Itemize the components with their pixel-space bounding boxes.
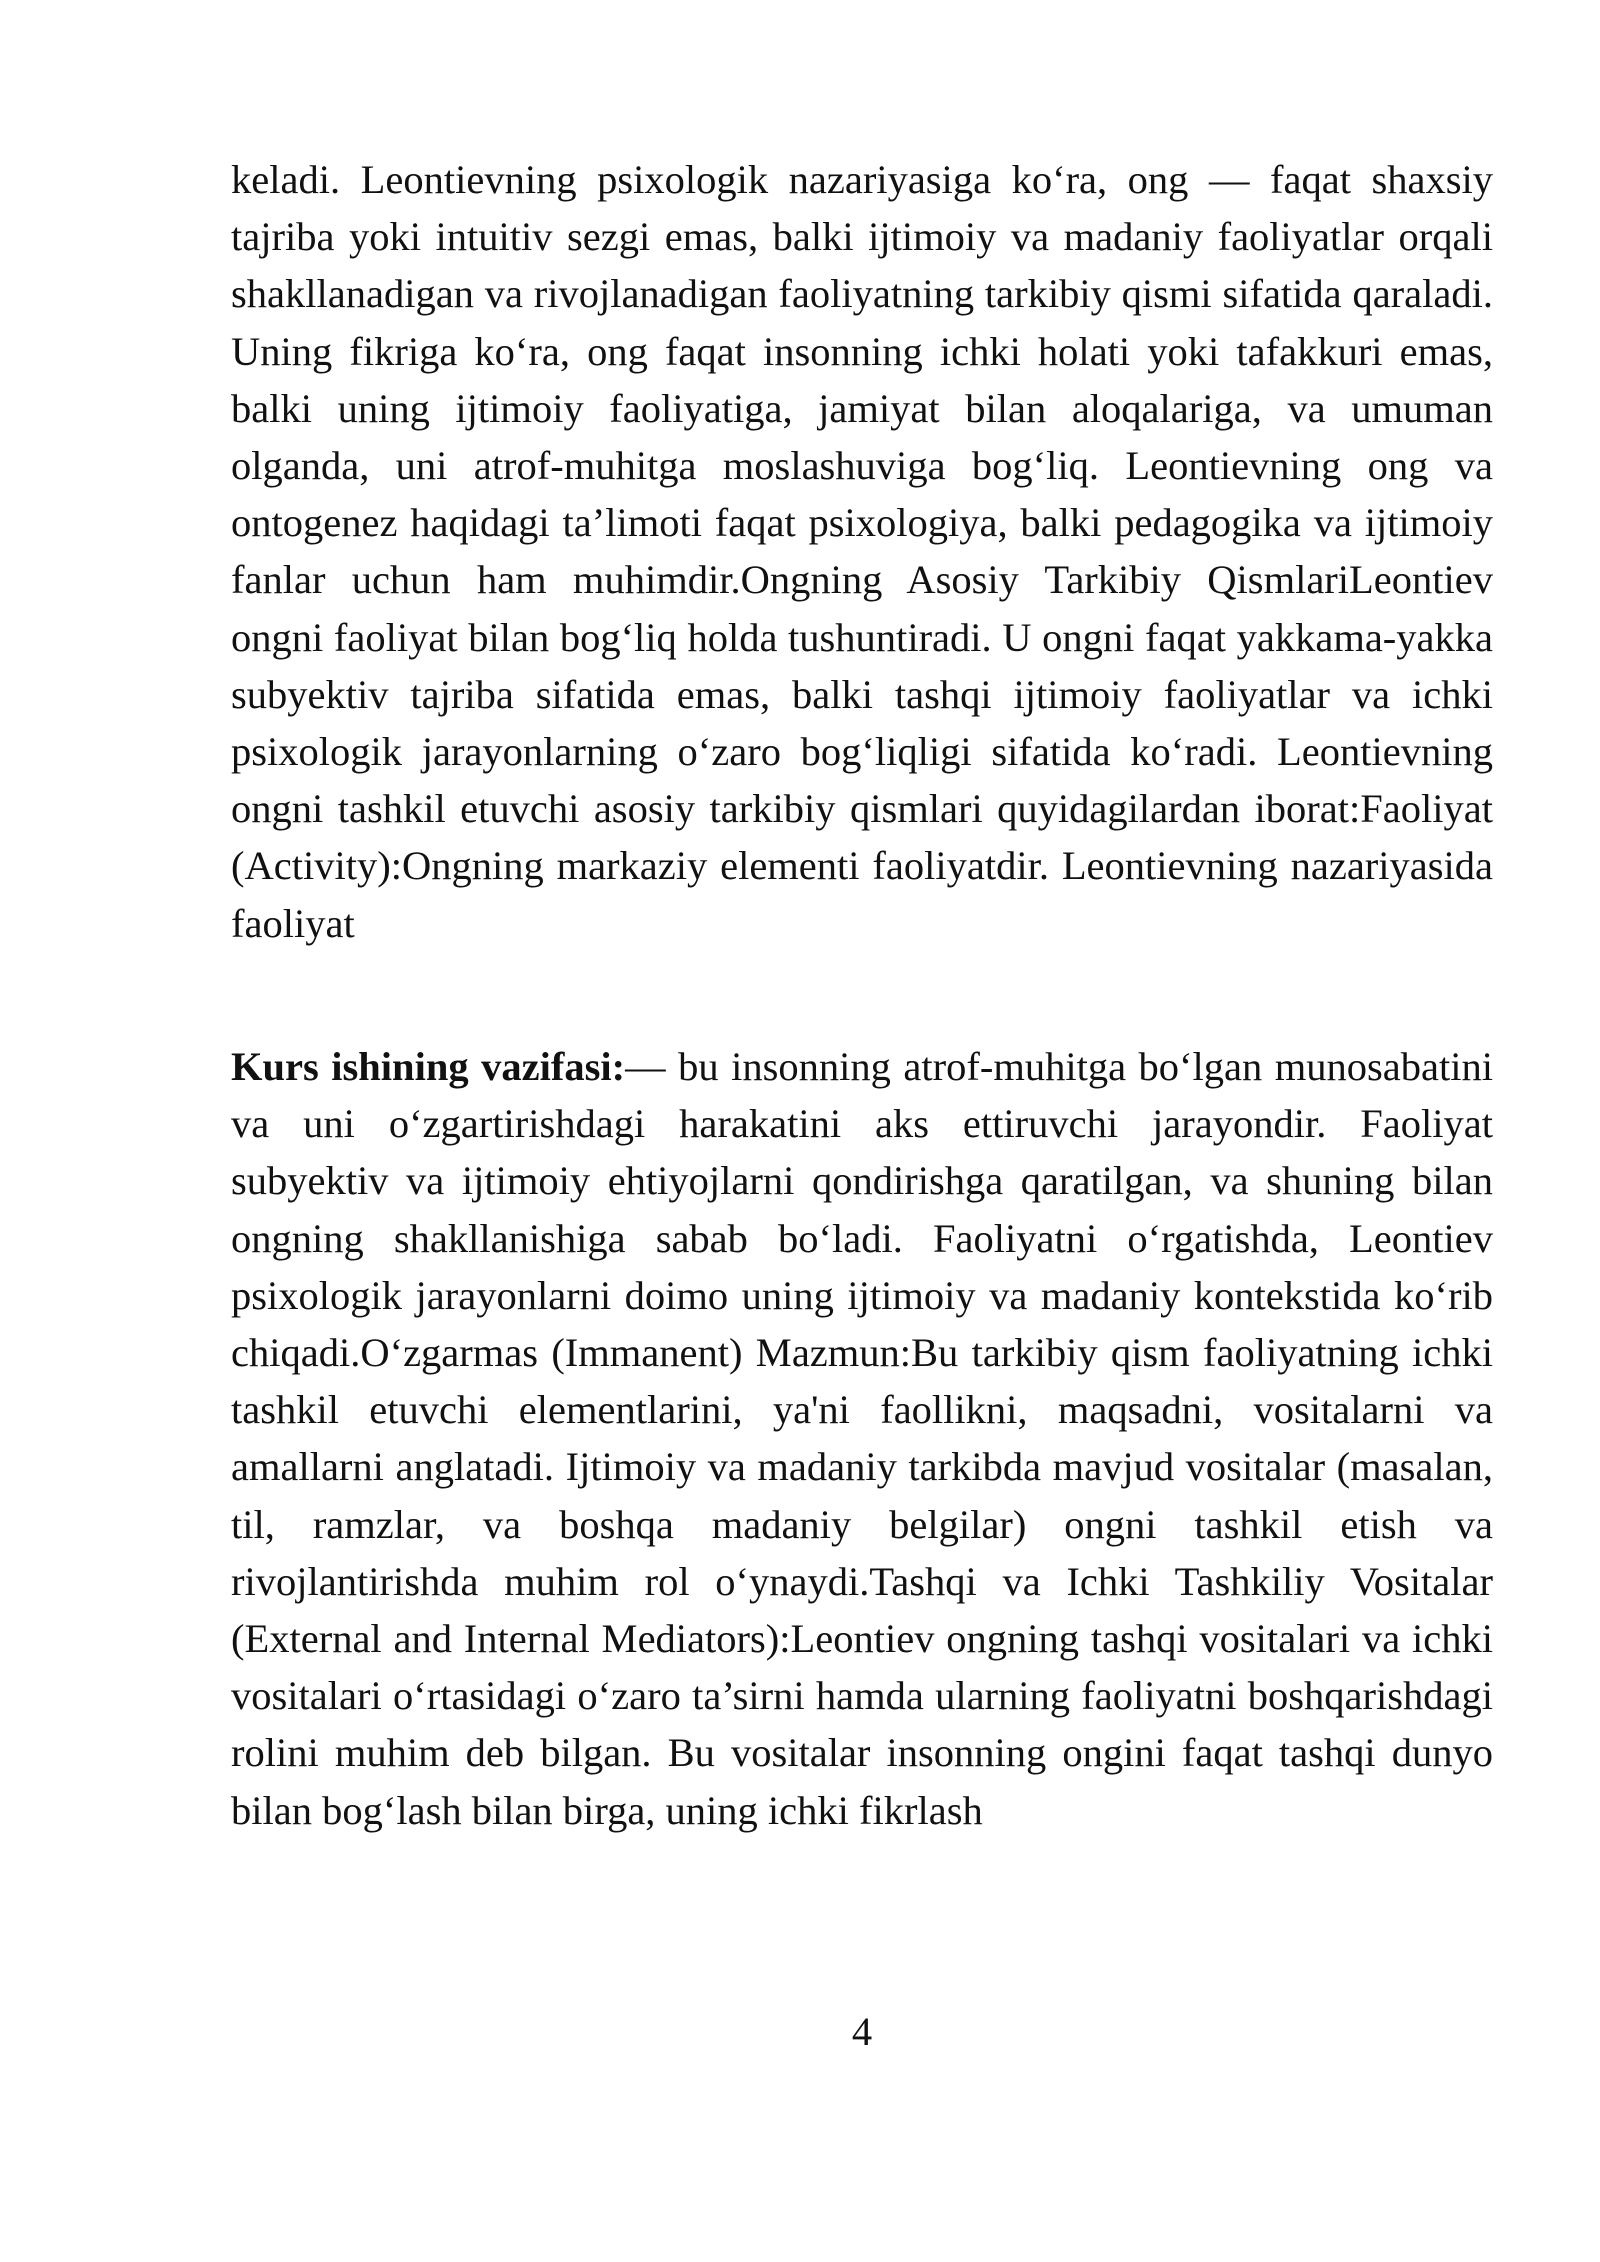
paragraph-lead-heading: Kurs ishining vazifasi: [231, 1044, 626, 1089]
body-paragraph-1: keladi. Leontievning psixologik nazariyasiga ko‘ra, ong — faqat shaxsiy tajriba yoki intuitiv sezgi emas, balki ijtimoiy va madaniy faoliyatlar orqali shakllanadigan va rivojlanadigan faoliyatning tarkibiy qismi sifatida qaraladi. Uning fikriga ko‘ra, ong faqat insonning ichki holati yoki tafakkuri emas, balki uning ijtimoiy faoliyatiga, jamiyat bilan aloqalariga, va umuman olganda, uni atrof-muhitga moslashuviga bog‘liq. Leontievning ong va ontogenez haqidagi ta’limoti faqat psixologiya, balki pedagogika va ijtimoiy fanlar uchun ham muhimdir.Ongning Asosiy Tarkibiy QismlariLeontiev ongni faoliyat bilan bog‘liq holda tushuntiradi. U ongni faqat yakkama-yakka subyektiv tajriba sifatida emas, balki tashqi ijtimoiy faoliyatlar va ichki psixologik jarayonlarning o‘zaro bog‘liqligi sifatida ko‘radi. Leontievning ongni tashkil etuvchi asosiy tarkibiy qismlari quyidagilardan iborat:Faoliyat (Activity):Ongning markaziy elementi faoliyatdir. Leontievning nazariyasida faoliyat [231, 157, 1493, 946]
body-paragraph-2 [231, 1038, 1493, 1839]
page-number: 4 [851, 2009, 873, 2054]
paragraph-2-body-text: — bu insonning atrof-muhitga bo‘lgan munosabatini va uni o‘zgartirishdagi harakatini aks ettiruvchi jarayondir. Faoliyat subyektiv va ijtimoiy ehtiyojlarni qondirishga qaratilgan, va shuning bilan ongning shakllanishiga sabab bo‘ladi. Faoliyatni o‘rgatishda, Leontiev psixologik jarayonlarni doimo uning ijtimoiy va madaniy kontekstida ko‘rib chiqadi.O‘zgarmas (Immanent) Mazmun:Bu tarkibiy qism faoliyatning ichki tashkil etuvchi elementlarini, ya'ni faollikni, maqsadni, vositalarni va amallarni anglatadi. Ijtimoiy va madaniy tarkibda mavjud vositalar (masalan, til, ramzlar, va boshqa madaniy belgilar) ongni tashkil etish va rivojlantirishda muhim rol o‘ynaydi.Tashqi va Ichki Tashkiliy Vositalar (External and Internal Mediators):Leontiev ongning tashqi vositalari va ichki vositalari o‘rtasidagi o‘zaro ta’sirni hamda ularning faoliyatni boshqarishdagi rolini muhim deb bilgan. Bu vositalar insonning ongini faqat tashqi dunyo bilan bog‘lash bilan birga, uning ichki fikrlash [231, 1044, 1493, 1833]
